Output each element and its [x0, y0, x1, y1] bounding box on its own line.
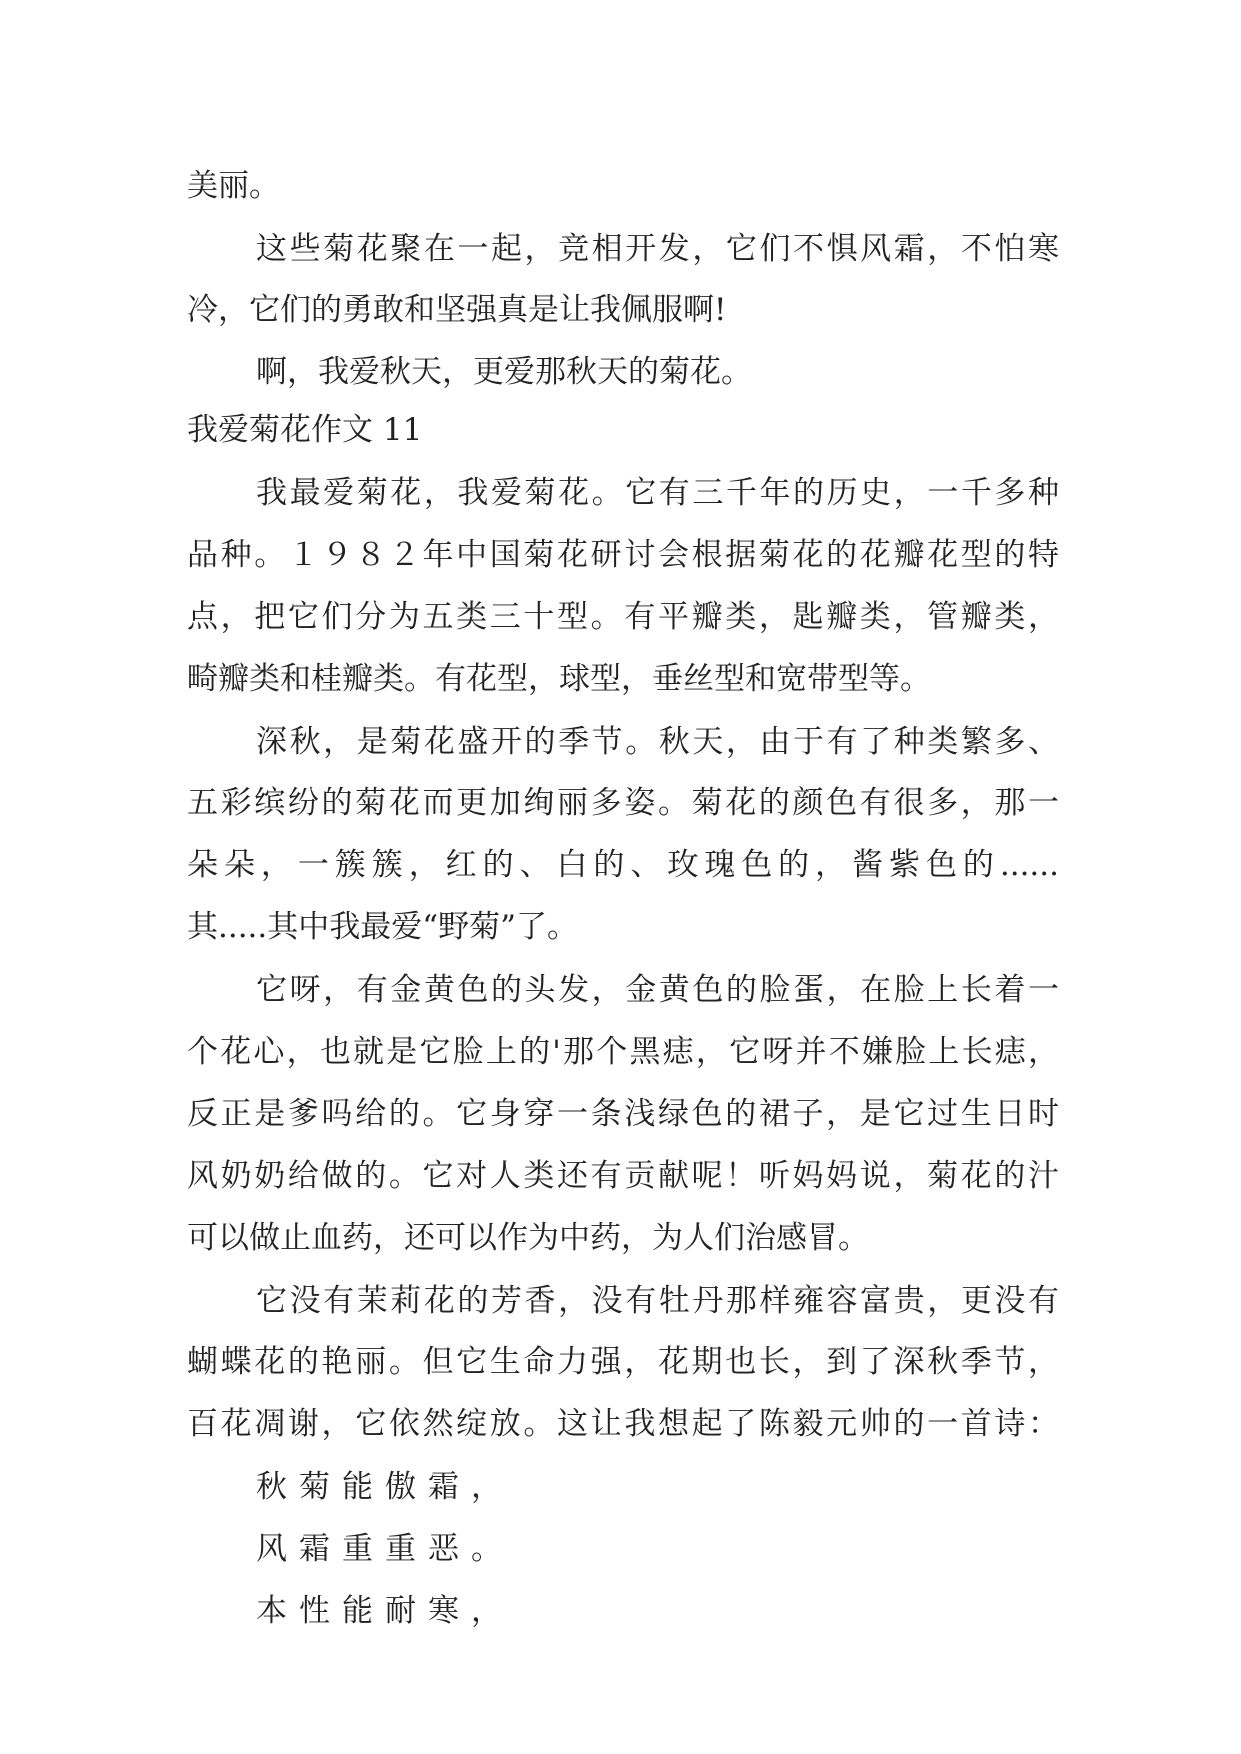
paragraph-line: 个花心，也就是它脸上的'那个黑痣，它呀并不嫌脸上长痣，: [187, 1034, 1059, 1070]
paragraph-line: 可以做止血药，还可以作为中药，为人们治感冒。: [187, 1220, 869, 1256]
paragraph-line: 点，把它们分为五类三十型。有平瓣类，匙瓣类，管瓣类，: [187, 599, 1059, 635]
poem-line: 秋菊能傲霜，: [256, 1469, 514, 1505]
paragraph-line: 冷，它们的勇敢和坚强真是让我佩服啊!: [187, 292, 727, 328]
paragraph-line: 百花凋谢，它依然绽放。这让我想起了陈毅元帅的一首诗：: [187, 1406, 1059, 1442]
paragraph-line: 五彩缤纷的菊花而更加绚丽多姿。菊花的颜色有很多，那一: [187, 785, 1059, 821]
poem-line: 本性能耐寒，: [256, 1593, 514, 1629]
paragraph-line: 畸瓣类和桂瓣类。有花型，球型，垂丝型和宽带型等。: [187, 661, 931, 697]
paragraph-line: 美丽。: [187, 168, 280, 204]
paragraph-line: 它没有茉莉花的芳香，没有牡丹那样雍容富贵，更没有: [256, 1283, 1059, 1319]
paragraph-line: 品种。１９８２年中国菊花研讨会根据菊花的花瓣花型的特: [187, 537, 1059, 573]
paragraph-line: 风奶奶给做的。它对人类还有贡献呢！听妈妈说，菊花的汁: [187, 1158, 1059, 1194]
paragraph-line: 这些菊花聚在一起，竞相开发，它们不惧风霜，不怕寒: [256, 231, 1059, 267]
paragraph-line: 其.....其中我最爱“野菊”了。: [187, 909, 578, 945]
paragraph-line: 朵朵，一簇簇，红的、白的、玫瑰色的，酱紫色的......: [187, 847, 1059, 883]
poem-line: 风霜重重恶。: [256, 1531, 514, 1567]
paragraph-line: 我最爱菊花，我爱菊花。它有三千年的历史，一千多种: [256, 475, 1059, 511]
paragraph-line: 蝴蝶花的艳丽。但它生命力强，花期也长，到了深秋季节，: [187, 1344, 1059, 1380]
paragraph-line: 啊，我爱秋天，更爱那秋天的菊花。: [256, 354, 752, 390]
paragraph-line: 它呀，有金黄色的头发，金黄色的脸蛋，在脸上长着一: [256, 972, 1059, 1008]
paragraph-line: 反正是爹吗给的。它身穿一条浅绿色的裙子，是它过生日时: [187, 1096, 1059, 1132]
paragraph-line: 深秋，是菊花盛开的季节。秋天，由于有了种类繁多、: [256, 724, 1059, 760]
section-heading: 我爱菊花作文 11: [187, 412, 423, 448]
